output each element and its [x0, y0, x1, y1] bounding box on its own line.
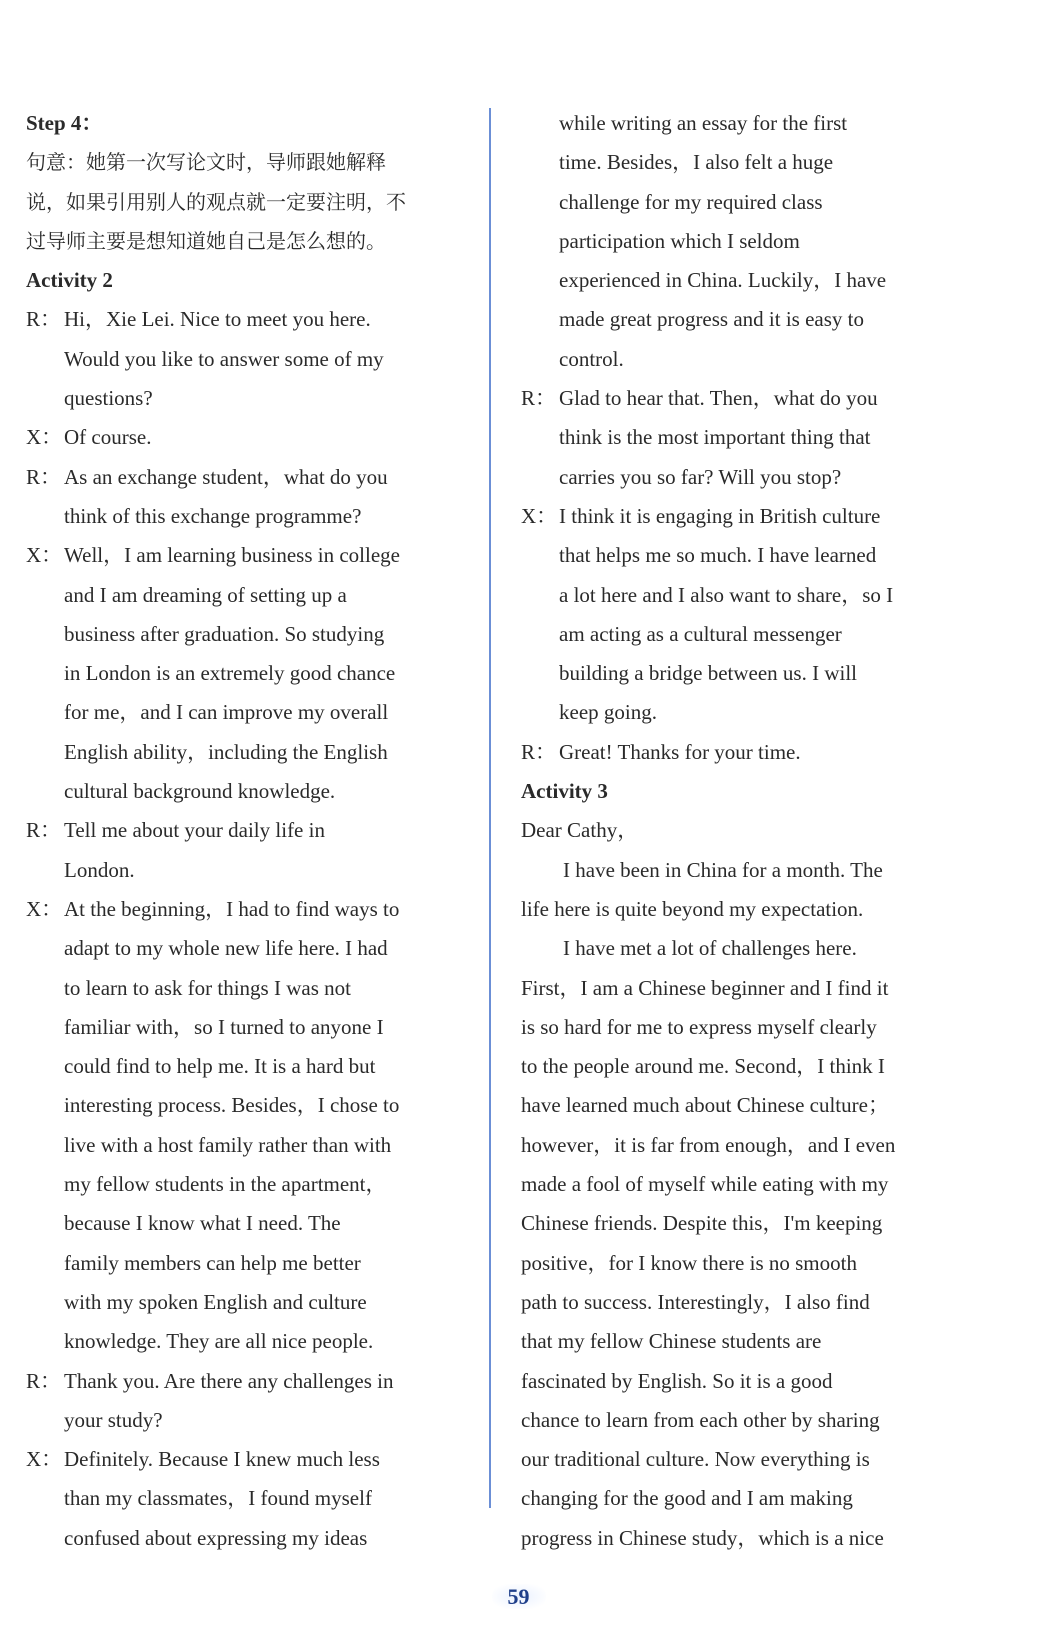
dialogue-line: adapt to my whole new life here. I had [64, 936, 388, 961]
dialogue-line: because I know what I need. The [64, 1211, 341, 1236]
dialogue-line: business after graduation. So studying [64, 621, 385, 646]
dialogue-line: think of this exchange programme? [64, 503, 362, 528]
letter-line: made a fool of myself while eating with my [521, 1172, 889, 1197]
dialogue-turn [26, 811, 466, 890]
letter-paragraph-1 [521, 851, 959, 930]
dialogue-turn [26, 1362, 466, 1441]
dialogue-line: to learn to ask for things I was not [64, 975, 351, 1000]
dialogue-line: London. [64, 857, 135, 882]
dialogue-continuation [521, 104, 959, 379]
right-column [521, 104, 959, 1558]
speaker-label: X： [26, 543, 63, 568]
dialogue-line: in London is an extremely good chance [64, 661, 396, 686]
dialogue-line: English ability，including the English [64, 739, 388, 764]
speaker-label: R： [26, 818, 62, 843]
letter-line: positive，for I know there is no smooth [521, 1250, 857, 1275]
dialogue-line: carries you so far? Will you stop? [559, 464, 842, 489]
letter-line: path to success. Interestingly，I also find [521, 1289, 870, 1314]
dialogue-line: control. [559, 346, 624, 371]
dialogue-line: interesting process. Besides，I chose to [64, 1093, 400, 1118]
dialogue-line: am acting as a cultural messenger [559, 621, 842, 646]
dialogue-line: that helps me so much. I have learned [559, 543, 877, 568]
left-column [26, 104, 466, 1558]
dialogue-line: As an exchange student，what do you [64, 464, 388, 489]
dialogue-line: made great progress and it is easy to [559, 307, 864, 332]
cn-line: 说，如果引用别人的观点就一定要注明，不 [26, 189, 406, 214]
speaker-label: X： [26, 896, 63, 921]
dialogue-line: Definitely. Because I knew much less [64, 1447, 380, 1472]
dialogue-line: experienced in China. Luckily，I have [559, 268, 887, 293]
dialogue-line: I think it is engaging in British culture [559, 503, 881, 528]
letter-line: fascinated by English. So it is a good [521, 1368, 833, 1393]
dialogue-line: and I am dreaming of setting up a [64, 582, 347, 607]
dialogue-line: participation which I seldom [559, 228, 800, 253]
dialogue-line: time. Besides，I also felt a huge [559, 150, 834, 175]
dialogue-line: At the beginning，I had to find ways to [64, 896, 400, 921]
letter-line: I have been in China for a month. The [563, 857, 883, 882]
cn-line: 过导师主要是想知道她自己是怎么想的。 [26, 228, 386, 253]
letter-line: I have met a lot of challenges here. [563, 936, 857, 961]
speaker-label: R： [26, 464, 62, 489]
speaker-label: R： [521, 386, 557, 411]
letter-line: is so hard for me to express myself clearly [521, 1014, 877, 1039]
speaker-label: X： [26, 1447, 63, 1472]
dialogue-turn [521, 733, 959, 772]
dialogue-line: challenge for my required class [559, 189, 823, 214]
step-4-explanation [26, 143, 466, 261]
dialogue-line: for me，and I can improve my overall [64, 700, 389, 725]
letter-line: chance to learn from each other by sharing [521, 1407, 880, 1432]
letter-line: Chinese friends. Despite this，I'm keeping [521, 1211, 883, 1236]
dialogue-line: familiar with，so I turned to anyone I [64, 1014, 384, 1039]
dialogue-line: Hi，Xie Lei. Nice to meet you here. [64, 307, 371, 332]
dialogue-line: my fellow students in the apartment， [64, 1172, 387, 1197]
speaker-label: R： [26, 1368, 62, 1393]
letter-line: progress in Chinese study，which is a nice [521, 1525, 884, 1550]
dialogue-line: questions? [64, 386, 153, 411]
dialogue-line: knowledge. They are all nice people. [64, 1329, 374, 1354]
activity-2-heading: Activity 2 [26, 268, 113, 293]
dialogue-line: family members can help me better [64, 1250, 361, 1275]
dialogue-turn [26, 536, 466, 811]
dialogue-line: than my classmates，I found myself [64, 1486, 372, 1511]
dialogue-line: your study? [64, 1407, 163, 1432]
column-divider [489, 108, 491, 1508]
page-number-value: 59 [492, 1584, 546, 1609]
dialogue-line: think is the most important thing that [559, 425, 871, 450]
dialogue-line: live with a host family rather than with [64, 1132, 392, 1157]
page-number [0, 1584, 1037, 1610]
dialogue-line: Would you like to answer some of my [64, 346, 384, 371]
cn-line: 句意：她第一次写论文时，导师跟她解释 [26, 150, 386, 175]
letter-line: to the people around me. Second，I think I [521, 1054, 885, 1079]
dialogue-line: could find to help me. It is a hard but [64, 1054, 376, 1079]
speaker-label: R： [521, 739, 557, 764]
speaker-label: X： [26, 425, 63, 450]
dialogue-line: keep going. [559, 700, 657, 725]
speaker-label: X： [521, 503, 558, 528]
letter-line: First，I am a Chinese beginner and I find it [521, 975, 889, 1000]
dialogue-line: a lot here and I also want to share，so I [559, 582, 894, 607]
letter-line: however，it is far from enough，and I even [521, 1132, 896, 1157]
activity-3-heading: Activity 3 [521, 779, 608, 804]
letter-paragraph-2 [521, 929, 959, 1558]
dialogue-line: Of course. [64, 425, 152, 450]
dialogue-turn [26, 890, 466, 1362]
dialogue-turn [26, 458, 466, 537]
letter-line: our traditional culture. Now everything is [521, 1447, 870, 1472]
dialogue-line: Great! Thanks for your time. [559, 739, 801, 764]
dialogue-line: Well，I am learning business in college [64, 543, 400, 568]
dialogue-turn [26, 418, 466, 457]
dialogue-turn [26, 300, 466, 418]
dialogue-line: Glad to hear that. Then，what do you [559, 386, 878, 411]
dialogue-line: Tell me about your daily life in [64, 818, 325, 843]
letter-line: have learned much about Chinese culture； [521, 1093, 889, 1118]
dialogue-turn [521, 497, 959, 733]
step-4-heading: Step 4： [26, 111, 103, 135]
dialogue-line: while writing an essay for the first [559, 111, 848, 135]
dialogue-line: confused about expressing my ideas [64, 1525, 368, 1550]
speaker-label: R： [26, 307, 62, 332]
letter-greeting: Dear Cathy， [521, 818, 639, 843]
dialogue-line: cultural background knowledge. [64, 779, 336, 804]
dialogue-turn [26, 1440, 466, 1558]
dialogue-line: Thank you. Are there any challenges in [64, 1368, 394, 1393]
dialogue-line: building a bridge between us. I will [559, 661, 858, 686]
dialogue-turn [521, 379, 959, 497]
letter-line: changing for the good and I am making [521, 1486, 853, 1511]
dialogue-line: with my spoken English and culture [64, 1289, 367, 1314]
letter-line: that my fellow Chinese students are [521, 1329, 822, 1354]
letter-line: life here is quite beyond my expectation. [521, 896, 864, 921]
